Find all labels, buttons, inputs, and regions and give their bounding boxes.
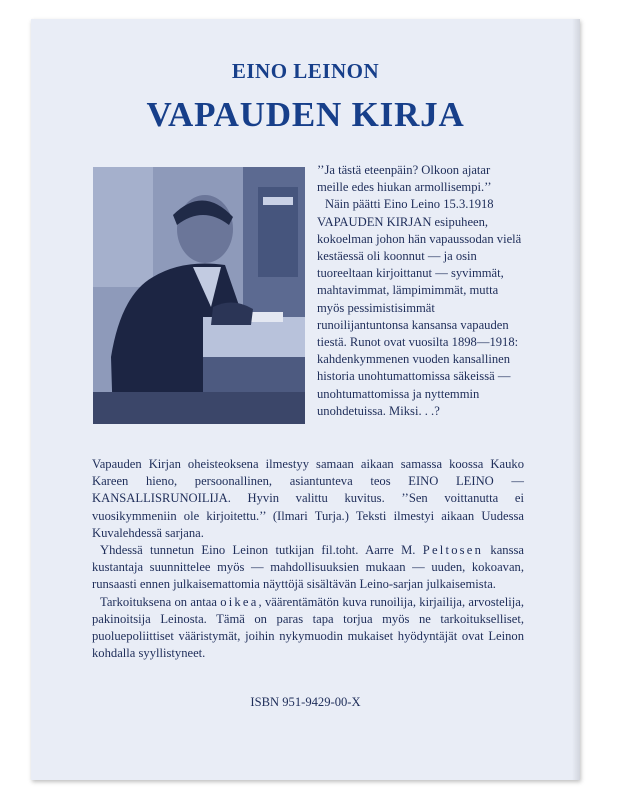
paragraph-leino-series-start: Yhdessä tunnetun Eino Leinon tutkijan fil.toht. Aarre M. <box>100 543 423 558</box>
emphasized-word: oikea <box>220 594 259 609</box>
researcher-name: Peltosen <box>422 543 484 558</box>
isbn-number: ISBN 951-9429-00-X <box>250 695 361 709</box>
book-title: VAPAUDEN KIRJA <box>146 95 465 134</box>
paragraph-purpose <box>92 594 524 663</box>
author-photo <box>93 167 305 424</box>
quote-opening: ’’Ja tästä eteenpäin? Olkoon ajatar meille edes hiukan armollisempi.’’ <box>317 163 492 195</box>
paragraph-leino-series-end: kanssa kustantaja suunnittelee myös — mahdollisuuksien mukaan — uuden, kokoavan, runsaasti ennen julkaisemattomia näyttöjä sisältävän Leino-sarjan julkaisemista. <box>92 543 524 592</box>
paragraph-leino-series <box>92 542 524 594</box>
author-photo-image <box>93 167 305 424</box>
paragraph-purpose-start: Tarkoituksena on antaa <box>100 594 221 609</box>
author-heading: EINO LEINON <box>231 59 380 83</box>
description-text <box>92 456 524 662</box>
paragraph-companion-book: Vapauden Kirjan oheisteoksena ilmestyy samaan aikaan samassa koossa Kauko Kareen hieno, persoonallinen, asiantunteva teos EINO LEINO — KANSALLISRUNOILIJA. Hyvin valittu kuvitus. ’’Sen voittanutta ei vuosikymmeniin ole kirjoitettu.’’ (Ilmari Turja.) Teksti ilmestyi aikaan Uudessa Kuvalehdessä sarjana. <box>92 457 524 540</box>
quote-paragraph: Näin päätti Eino Leino 15.3.1918 VAPAUDEN KIRJAN esipuheen, kokoelman johon hän vapaussodan vielä kestäessä oli koonnut — ja osin tuoreeltaan kirjoittanut — syvimmät, mahtavimmat, lämpimimmät, mutta myös pessimistisimmät runoilijantuntonsa kansansa vapauden tiestä. Runot ovat vuosilta 1898—1918: kahdenkymmenen vuoden kansallinen historia unohtumattomissa säkeissä — unohtumattomissa ja nyttemmin unohdetuissa. Miksi. . .? <box>317 197 522 418</box>
book-back-cover <box>31 19 580 780</box>
paragraph-purpose-end: , väärentämätön kuva runoilija, kirjailija, arvostelija, pakinoitsija Leinosta. Tämä on paras tapa torjua myös ne tarkoitukselliset, puoluepoliittiset vääristymät, joihin nykymuodin mukaiset hyödyntäjät ovat Leinon kohdalla syyllistyneet. <box>92 594 525 661</box>
quote-block <box>317 162 524 420</box>
